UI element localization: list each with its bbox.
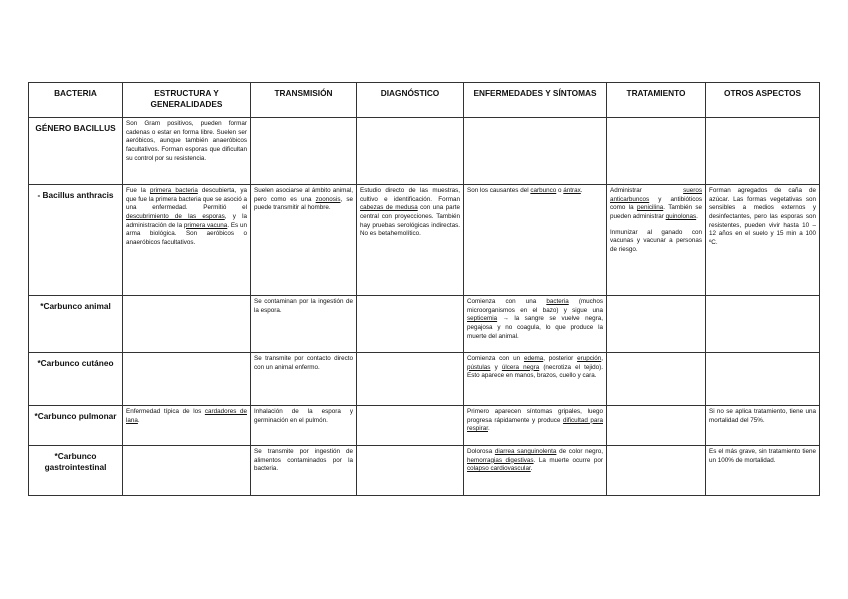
- header-diagnostico: DIAGNÓSTICO: [357, 83, 464, 118]
- table-row-cutaneo: [29, 353, 820, 406]
- header-enfermedades: ENFERMEDADES Y SÍNTOMAS: [464, 83, 607, 118]
- cell-pulmonar-enfermedades: Primero aparecen síntomas gripales, luego progresa rápidamente y produce dificultad para respirar.: [464, 406, 607, 446]
- header-estructura: ESTRUCTURA Y GENERALIDADES: [123, 83, 251, 118]
- cell-cutaneo-transmision: Se transmite por contacto directo con un animal enfermo.: [251, 353, 357, 406]
- cell-cutaneo-enfermedades: Comienza con un edema, posterior erupción, pústulas y úlcera negra (necrotiza el tejido). Esto aparece en manos, brazos, cuello y cara.: [464, 353, 607, 406]
- cell-genero-estructura: Son Gram positivos, pueden formar cadenas o estar en forma libre. Suelen ser aeróbicos, aunque también anaeróbicos facultativos. Forman esporas que dificultan su control por su resistencia.: [123, 118, 251, 185]
- header-transmision: TRANSMISIÓN: [251, 83, 357, 118]
- cell-gastro-otros: Es el más grave, sin tratamiento tiene un 100% de mortalidad.: [706, 446, 820, 496]
- cell-animal-estructura: [123, 296, 251, 353]
- cell-gastro-enfermedades: Dolorosa diarrea sanguinolenta de color negro, hemorragias digestivas. La muerte ocurre por colapso cardiovascular.: [464, 446, 607, 496]
- cell-pulmonar-diagnostico: [357, 406, 464, 446]
- header-bacteria: BACTERIA: [29, 83, 123, 118]
- cell-genero-tratamiento: [607, 118, 706, 185]
- cell-anthracis-transmision: Suelen asociarse al ámbito animal, pero como es una zoonosis, se puede transmitir al hombre.: [251, 185, 357, 296]
- header-tratamiento: TRATAMIENTO: [607, 83, 706, 118]
- cell-genero-otros: [706, 118, 820, 185]
- cell-cutaneo-estructura: [123, 353, 251, 406]
- row-label-gastro: *Carbunco gastrointestinal: [29, 446, 123, 496]
- cell-cutaneo-otros: [706, 353, 820, 406]
- cell-gastro-estructura: [123, 446, 251, 496]
- cell-animal-diagnostico: [357, 296, 464, 353]
- cell-pulmonar-transmision: Inhalación de la espora y germinación en el pulmón.: [251, 406, 357, 446]
- cell-pulmonar-tratamiento: [607, 406, 706, 446]
- cell-anthracis-enfermedades: Son los causantes del carbunco o ántrax.: [464, 185, 607, 296]
- cell-genero-diagnostico: [357, 118, 464, 185]
- cell-animal-tratamiento: [607, 296, 706, 353]
- table-row-anthracis: [29, 185, 820, 296]
- cell-pulmonar-estructura: Enfermedad típica de los cardadores de lana.: [123, 406, 251, 446]
- cell-animal-transmision: Se contaminan por la ingestión de la espora.: [251, 296, 357, 353]
- cell-gastro-tratamiento: [607, 446, 706, 496]
- row-label-cutaneo: *Carbunco cutáneo: [29, 353, 123, 406]
- header-otros: OTROS ASPECTOS: [706, 83, 820, 118]
- table-row-animal: [29, 296, 820, 353]
- cell-anthracis-tratamiento: Administrar sueros anticarbuncos y antibióticos como la penicilina. También se pueden administrar quinolonas. Inmunizar al ganado con vacunas y vacunar a personas de riesgo.: [607, 185, 706, 296]
- cell-cutaneo-tratamiento: [607, 353, 706, 406]
- row-label-pulmonar: *Carbunco pulmonar: [29, 406, 123, 446]
- cell-genero-enfermedades: [464, 118, 607, 185]
- cell-anthracis-diagnostico: Estudio directo de las muestras, cultivo e identificación. Forman cabezas de medusa con una parte central con proyecciones. También hay pruebas serológicas indirectas. No es betahemolítico.: [357, 185, 464, 296]
- cell-genero-transmision: [251, 118, 357, 185]
- cell-gastro-transmision: Se transmite por ingestión de alimentos contaminados por la bacteria.: [251, 446, 357, 496]
- table-row-pulmonar: [29, 406, 820, 446]
- bacteria-table: [28, 82, 820, 496]
- cell-animal-enfermedades: Comienza con una bacteria (muchos microorganismos en el bazo) y sigue una septicemia → la sangre se vuelve negra, pegajosa y no coagula, lo que produce la muerte del animal.: [464, 296, 607, 353]
- header-row: [29, 83, 820, 118]
- cell-anthracis-otros: Forman agregados de caña de azúcar. Las formas vegetativas son sensibles a medios externos y desinfectantes, pero las esporas son resistentes, pueden vivir hasta 10 – 12 años en el suelo y 15 min a 100 ºC.: [706, 185, 820, 296]
- cell-animal-otros: [706, 296, 820, 353]
- table-row-gastro: [29, 446, 820, 496]
- row-label-genero: GÉNERO BACILLUS: [29, 118, 123, 185]
- row-label-animal: *Carbunco animal: [29, 296, 123, 353]
- cell-pulmonar-otros: Si no se aplica tratamiento, tiene una mortalidad del 75%.: [706, 406, 820, 446]
- cell-gastro-diagnostico: [357, 446, 464, 496]
- cell-cutaneo-diagnostico: [357, 353, 464, 406]
- table-row-genero: [29, 118, 820, 185]
- row-label-anthracis: - Bacillus anthracis: [29, 185, 123, 296]
- cell-anthracis-estructura: Fue la primera bacteria descubierta, ya que fue la primera bacteria que se asoció a una enfermedad. Permitió el descubrimiento de las esporas, y la administración de la primera vacuna. Es un arma biológica. Son aeróbicos o anaeróbicos facultativos.: [123, 185, 251, 296]
